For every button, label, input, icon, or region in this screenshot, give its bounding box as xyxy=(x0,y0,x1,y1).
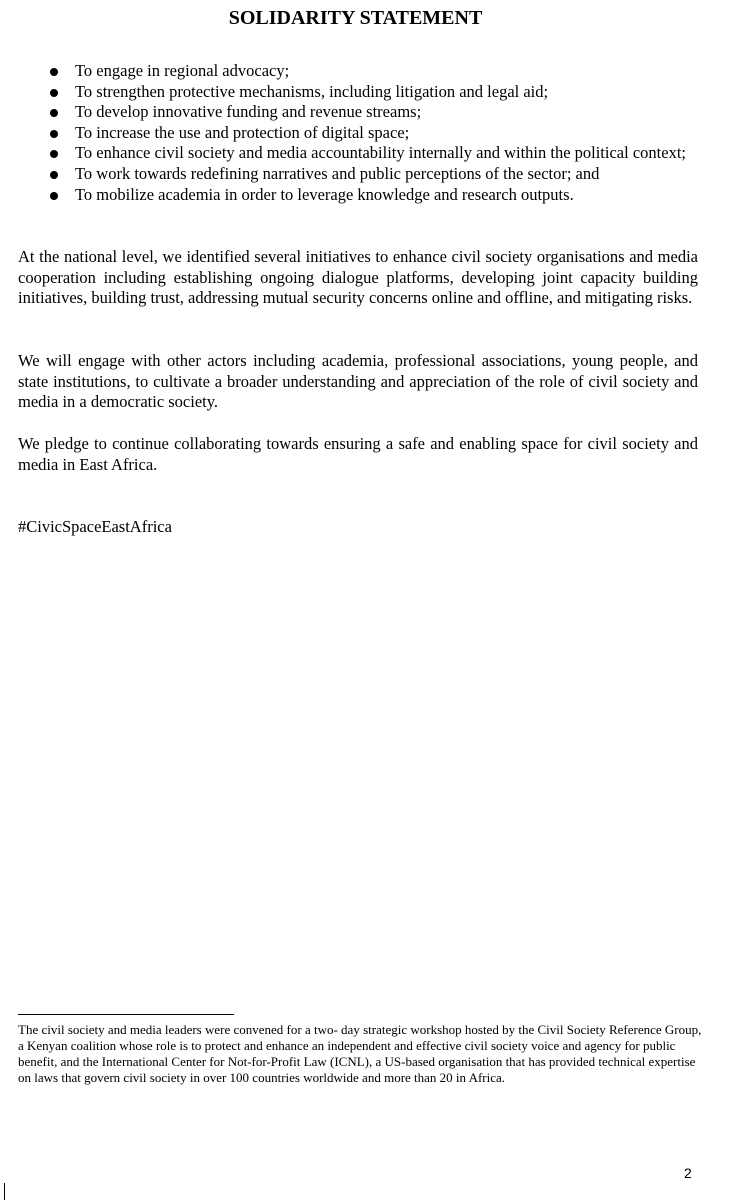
paragraph-pledge: We pledge to continue collaborating towards ensuring a safe and enabling space for civil society and media in East Africa. xyxy=(18,434,698,474)
list-item xyxy=(18,164,698,185)
page-title: SOLIDARITY STATEMENT xyxy=(228,7,483,29)
list-item-text: To work towards redefining narratives and public perceptions of the sector; and xyxy=(75,163,600,183)
bullet-icon xyxy=(50,150,58,158)
bullet-icon xyxy=(50,130,58,138)
bullet-icon xyxy=(50,89,58,97)
bullet-icon xyxy=(50,171,58,179)
page-number: 2 xyxy=(684,1165,692,1181)
bullet-icon xyxy=(50,192,58,200)
hashtag: #CivicSpaceEastAfrica xyxy=(18,517,172,536)
footnote-divider xyxy=(18,1014,234,1015)
text-cursor-icon xyxy=(4,1183,5,1200)
bullet-icon xyxy=(50,109,58,117)
list-item xyxy=(18,61,698,82)
list-item-text: To engage in regional advocacy; xyxy=(75,61,290,80)
list-item-text: To strengthen protective mechanisms, including litigation and legal aid; xyxy=(75,81,549,101)
list-item-text: To mobilize academia in order to leverage knowledge and research outputs. xyxy=(75,184,574,204)
paragraph-engage-actors: We will engage with other actors including academia, professional associations, young people, and state institutions, to cultivate a broader understanding and appreciation of the role of civil society and media in a democratic society. xyxy=(18,351,698,412)
list-item-text: To increase the use and protection of digital space; xyxy=(75,122,410,142)
objectives-list xyxy=(18,61,698,205)
list-item-text: To develop innovative funding and revenue streams; xyxy=(75,102,422,122)
list-item xyxy=(18,102,698,123)
list-item-text: To enhance civil society and media accountability internally and within the political context; xyxy=(75,143,686,163)
footnote: The civil society and media leaders were convened for a two- day strategic workshop hosted by the Civil Society Reference Group, a Kenyan coalition whose role is to protect and enhance an independent and effective civil society voice and agency for public benefit, and the International Center for Not-for-Profit Law (ICNL), a US-based organisation that has provided technical expertise on laws that govern civil society in over 100 countries worldwide and more than 20 in Africa. xyxy=(18,1022,702,1085)
bullet-icon xyxy=(50,68,58,76)
list-item xyxy=(18,143,698,164)
paragraph-national-level: At the national level, we identified several initiatives to enhance civil society organisations and media cooperation including establishing ongoing dialogue platforms, developing joint capacity building initiatives, building trust, addressing mutual security concerns online and offline, and mitigating risks. xyxy=(18,247,698,308)
list-item xyxy=(18,185,698,206)
list-item xyxy=(18,82,698,103)
list-item xyxy=(18,123,698,144)
